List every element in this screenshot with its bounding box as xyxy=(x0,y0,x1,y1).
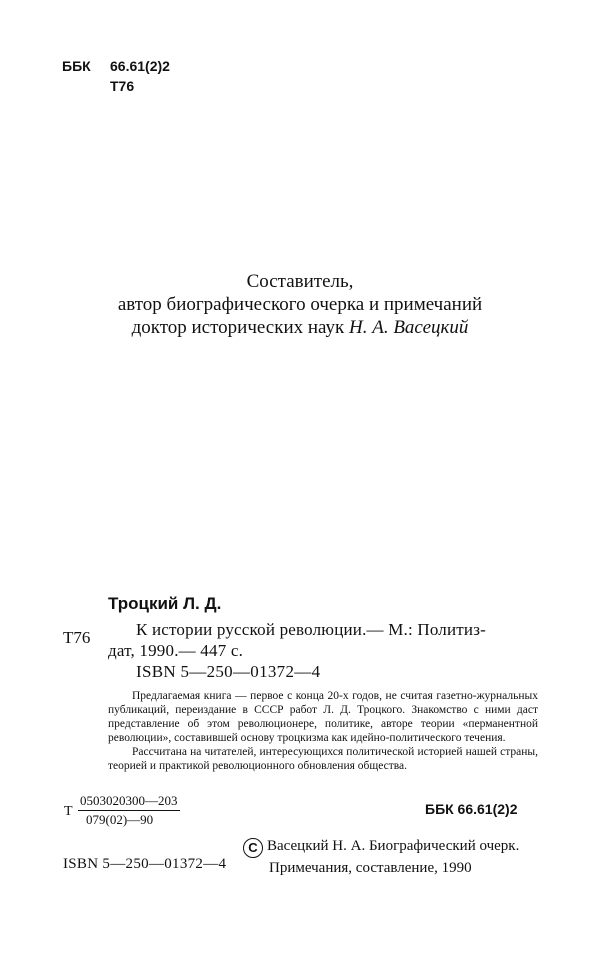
copyright-notice xyxy=(243,836,519,878)
bbk-classification-top xyxy=(62,56,170,96)
annotation xyxy=(108,689,538,773)
isbn-bottom: ISBN 5—250—01372—4 xyxy=(63,856,227,872)
bbk-code: 66.61(2)2 xyxy=(110,58,170,74)
compiler-line-2: автор биографического очерка и примечаний xyxy=(117,294,483,315)
compiler-line-1: Составитель, xyxy=(246,271,354,292)
catalog-title-line-2: дат, 1990.— 447 с. xyxy=(108,641,244,660)
author-mark: Т76 xyxy=(110,78,135,94)
compiler-line-3 xyxy=(0,316,600,339)
annotation-paragraph-1: Предлагаемая книга — первое с конца 20-х годов, не считая газетно-журнальных публикаций, переиздание в СССР работ Л. Д. Троцкого. Знакомство с ними даст представление об этом революционере, политике, авторе теории «перманентной революции», составившей основу троцкизма как идейно-политического течения. xyxy=(108,690,538,744)
catalog-title-line-1: К истории русской революции.— М.: Политиз- xyxy=(136,620,486,639)
publication-code-letter: Т xyxy=(64,804,73,819)
catalog-code: Т76 xyxy=(63,628,91,647)
bbk-classification-bottom: ББК 66.61(2)2 xyxy=(425,801,518,817)
bbk-row xyxy=(62,56,170,76)
copyright-text-1: Васецкий Н. А. Биографический очерк. xyxy=(267,838,520,854)
bbk-label: ББК xyxy=(62,58,91,74)
publication-code-denominator: 079(02)—90 xyxy=(86,812,154,827)
compiler-block xyxy=(0,270,600,339)
annotation-paragraph-2: Рассчитана на читателей, интересующихся политической историей нашей страны, теорией и практикой революционного обновления общества. xyxy=(108,746,538,772)
catalog-author: Троцкий Л. Д. xyxy=(108,594,222,613)
publication-code-fraction xyxy=(78,793,180,828)
compiler-name: Н. А. Васецкий xyxy=(349,317,469,338)
compiler-degree: доктор исторических наук xyxy=(131,317,345,338)
publication-code-numerator: 0503020300—203 xyxy=(78,793,180,811)
copyright-line-2: Примечания, составление, 1990 xyxy=(269,860,472,876)
author-mark-row xyxy=(62,76,170,96)
copyright-line-1 xyxy=(243,838,519,854)
copyright-icon: С xyxy=(243,838,263,858)
catalog-isbn: ISBN 5—250—01372—4 xyxy=(136,662,321,681)
